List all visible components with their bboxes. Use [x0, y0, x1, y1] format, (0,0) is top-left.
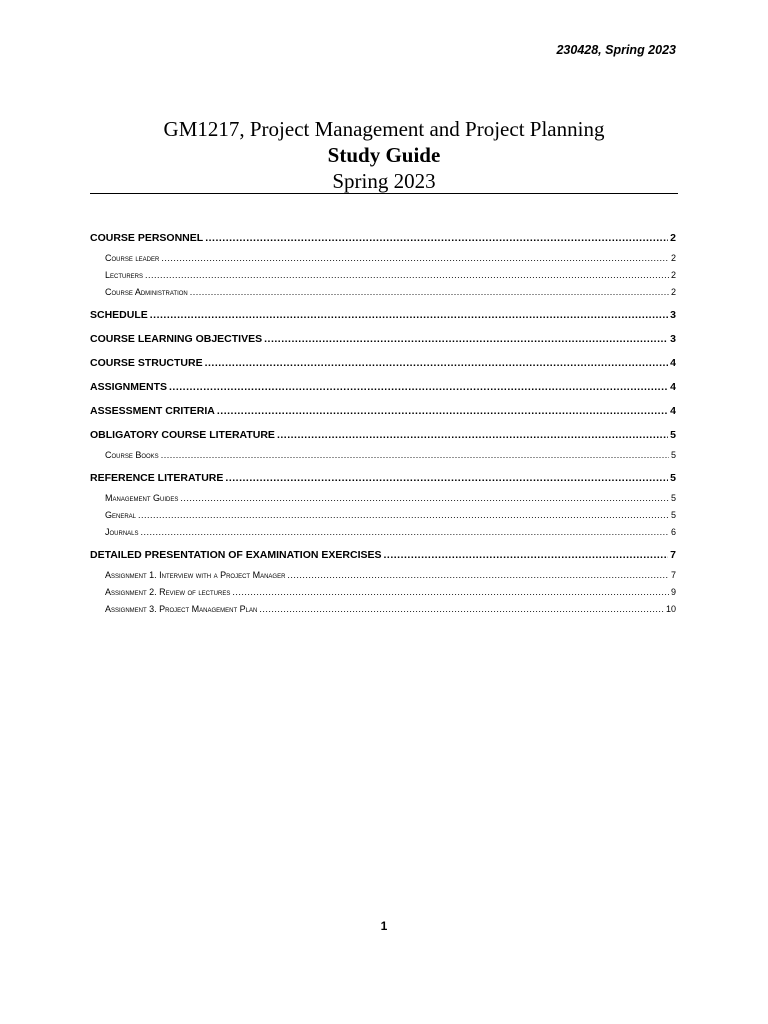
toc-label: Journals	[105, 527, 139, 537]
toc-entry-course-books[interactable]	[90, 447, 676, 464]
toc-page-number: 7	[670, 570, 676, 580]
toc-label: OBLIGATORY COURSE LITERATURE	[90, 429, 275, 441]
toc-page-number: 4	[670, 381, 676, 393]
document-type: Study Guide	[327, 143, 441, 167]
toc-label: COURSE LEARNING OBJECTIVES	[90, 333, 263, 345]
toc-leader	[217, 401, 668, 421]
toc-page-number: 3	[670, 309, 676, 321]
page-number: 1	[380, 919, 388, 933]
toc-entry-management-guides[interactable]	[90, 490, 676, 507]
toc-page-number: 2	[670, 253, 676, 263]
toc-entry-obligatory-course-literature[interactable]	[90, 425, 676, 445]
document-reference: 230428, Spring 2023	[556, 43, 676, 57]
toc-label: Course Books	[105, 450, 159, 460]
toc-page-number: 5	[670, 493, 676, 503]
toc-label: ASSESSMENT CRITERIA	[90, 405, 215, 417]
toc-entry-course-learning-objectives[interactable]	[90, 329, 676, 349]
title-divider	[90, 193, 678, 194]
toc-entry-detailed-presentation[interactable]	[90, 545, 676, 565]
toc-page-number: 10	[665, 604, 676, 614]
toc-leader	[190, 284, 669, 301]
table-of-contents	[90, 228, 676, 618]
toc-entry-course-leader[interactable]	[90, 250, 676, 267]
toc-entry-course-personnel[interactable]	[90, 228, 676, 248]
toc-leader	[225, 468, 668, 488]
toc-page-number: 5	[670, 429, 676, 441]
toc-leader	[259, 601, 664, 618]
toc-leader	[169, 377, 668, 397]
toc-leader	[161, 250, 669, 267]
toc-leader	[138, 507, 669, 524]
toc-entry-assignments[interactable]	[90, 377, 676, 397]
toc-entry-schedule[interactable]	[90, 305, 676, 325]
toc-entry-journals[interactable]	[90, 524, 676, 541]
toc-entry-lecturers[interactable]	[90, 267, 676, 284]
toc-leader	[141, 524, 669, 541]
toc-label: COURSE PERSONNEL	[90, 232, 204, 244]
toc-entry-reference-literature[interactable]	[90, 468, 676, 488]
toc-entry-assignment-3[interactable]	[90, 601, 676, 618]
toc-entry-general[interactable]	[90, 507, 676, 524]
toc-label: Assignment 2. Review of lectures	[105, 587, 231, 597]
toc-leader	[277, 425, 668, 445]
toc-entry-assignment-2[interactable]	[90, 584, 676, 601]
toc-page-number: 7	[670, 549, 676, 561]
toc-page-number: 3	[670, 333, 676, 345]
toc-leader	[150, 305, 668, 325]
toc-page-number: 2	[670, 270, 676, 280]
toc-label: Assignment 3. Project Management Plan	[105, 604, 258, 614]
toc-leader	[264, 329, 668, 349]
toc-label: ASSIGNMENTS	[90, 381, 168, 393]
toc-leader	[205, 228, 668, 248]
toc-page-number: 4	[670, 405, 676, 417]
toc-label: Assignment 1. Interview with a Project Manager	[105, 570, 286, 580]
toc-page-number: 2	[670, 232, 676, 244]
title-block	[90, 116, 678, 194]
toc-entry-course-administration[interactable]	[90, 284, 676, 301]
toc-entry-course-structure[interactable]	[90, 353, 676, 373]
toc-leader	[145, 267, 669, 284]
toc-page-number: 5	[670, 510, 676, 520]
toc-leader	[180, 490, 669, 507]
toc-page-number: 6	[670, 527, 676, 537]
toc-leader	[287, 567, 669, 584]
toc-label: General	[105, 510, 137, 520]
toc-page-number: 2	[670, 287, 676, 297]
toc-leader	[161, 447, 669, 464]
toc-label: DETAILED PRESENTATION OF EXAMINATION EXERCISES	[90, 549, 382, 561]
toc-leader	[232, 584, 669, 601]
toc-label: Lecturers	[105, 270, 144, 280]
toc-page-number: 5	[670, 450, 676, 460]
course-title: GM1217, Project Management and Project Planning	[163, 117, 605, 141]
toc-label: Course leader	[105, 253, 160, 263]
toc-entry-assignment-1[interactable]	[90, 567, 676, 584]
term-title: Spring 2023	[332, 169, 436, 193]
toc-entry-assessment-criteria[interactable]	[90, 401, 676, 421]
toc-label: COURSE STRUCTURE	[90, 357, 203, 369]
toc-page-number: 9	[670, 587, 676, 597]
toc-leader	[384, 545, 669, 565]
toc-leader	[205, 353, 669, 373]
toc-label: Management Guides	[105, 493, 179, 503]
toc-page-number: 5	[670, 472, 676, 484]
toc-label: SCHEDULE	[90, 309, 148, 321]
toc-page-number: 4	[670, 357, 676, 369]
toc-label: REFERENCE LITERATURE	[90, 472, 224, 484]
toc-label: Course Administration	[105, 287, 188, 297]
